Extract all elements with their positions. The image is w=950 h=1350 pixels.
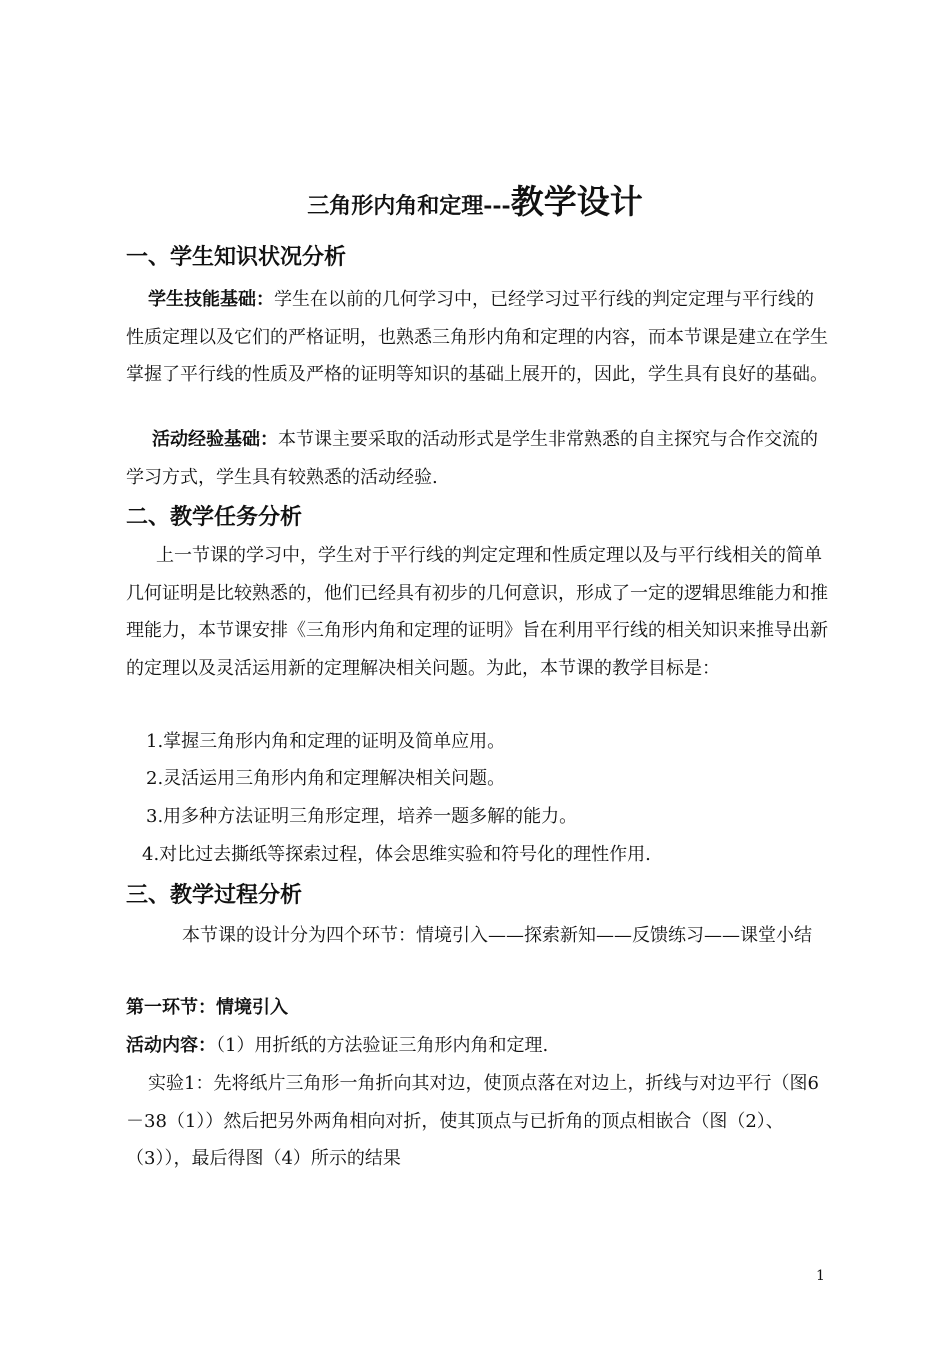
- step-1-heading: 第一环节：情境引入: [126, 997, 288, 1018]
- activity-content-text: （1）用折纸的方法验证三角形内角和定理.: [216, 1035, 549, 1056]
- activity-content-label: 活动内容：: [126, 1035, 216, 1056]
- paragraph-skill-basis: [126, 281, 830, 394]
- paragraph-experiment-1: 实验1：先将纸片三角形一角折向其对边，使顶点落在对边上，折线与对边平行（图6－38（1））然后把另外两角相向对折，使其顶点与已折角的顶点相嵌合（图（2）、（3）），最后得图（4）所示的结果: [126, 1073, 819, 1169]
- goal-item: 1.掌握三角形内角和定理的证明及简单应用。: [146, 731, 506, 752]
- skill-basis-text: 学生在以前的几何学习中，已经学习过平行线的判定定理与平行线的性质定理以及它们的严格证明，也熟悉三角形内角和定理的内容，而本节课是建立在学生掌握了平行线的性质及严格的证明等知识的基础上展开的，因此，学生具有良好的基础。: [126, 289, 828, 385]
- paragraph-process-intro: 本节课的设计分为四个环节：情境引入——探索新知——反馈练习——课堂小结: [182, 925, 812, 946]
- document-title: [0, 176, 950, 223]
- paragraph-activity-experience: [126, 421, 830, 496]
- goal-item: 4.对比过去撕纸等探索过程，体会思维实验和符号化的理性作用.: [142, 844, 651, 865]
- goal-item: 2.灵活运用三角形内角和定理解决相关问题。: [146, 768, 506, 789]
- skill-basis-label: 学生技能基础：: [148, 289, 274, 310]
- page-number: 1: [816, 1268, 825, 1284]
- activity-content: [126, 1031, 548, 1057]
- title-part-1: 三角形内角和定理---: [307, 193, 511, 219]
- section-2-heading: 二、教学任务分析: [126, 504, 303, 530]
- goal-item: 3.用多种方法证明三角形定理，培养一题多解的能力。: [146, 806, 578, 827]
- paragraph-task-analysis: 上一节课的学习中，学生对于平行线的判定定理和性质定理以及与平行线相关的简单几何证明是比较熟悉的，他们已经具有初步的几何意识，形成了一定的逻辑思维能力和推理能力，本节课安排《三角形内角和定理的证明》旨在利用平行线的相关知识来推导出新的定理以及灵活运用新的定理解决相关问题。为此，本节课的教学目标是：: [126, 545, 828, 679]
- section-1-heading: 一、学生知识状况分析: [126, 244, 347, 270]
- activity-experience-text: 本节课主要采取的活动形式是学生非常熟悉的自主探究与合作交流的学习方式，学生具有较熟悉的活动经验.: [126, 429, 818, 488]
- activity-experience-label: 活动经验基础：: [152, 429, 278, 450]
- section-3-heading: 三、教学过程分析: [126, 882, 303, 908]
- title-part-2: 教学设计: [510, 182, 643, 221]
